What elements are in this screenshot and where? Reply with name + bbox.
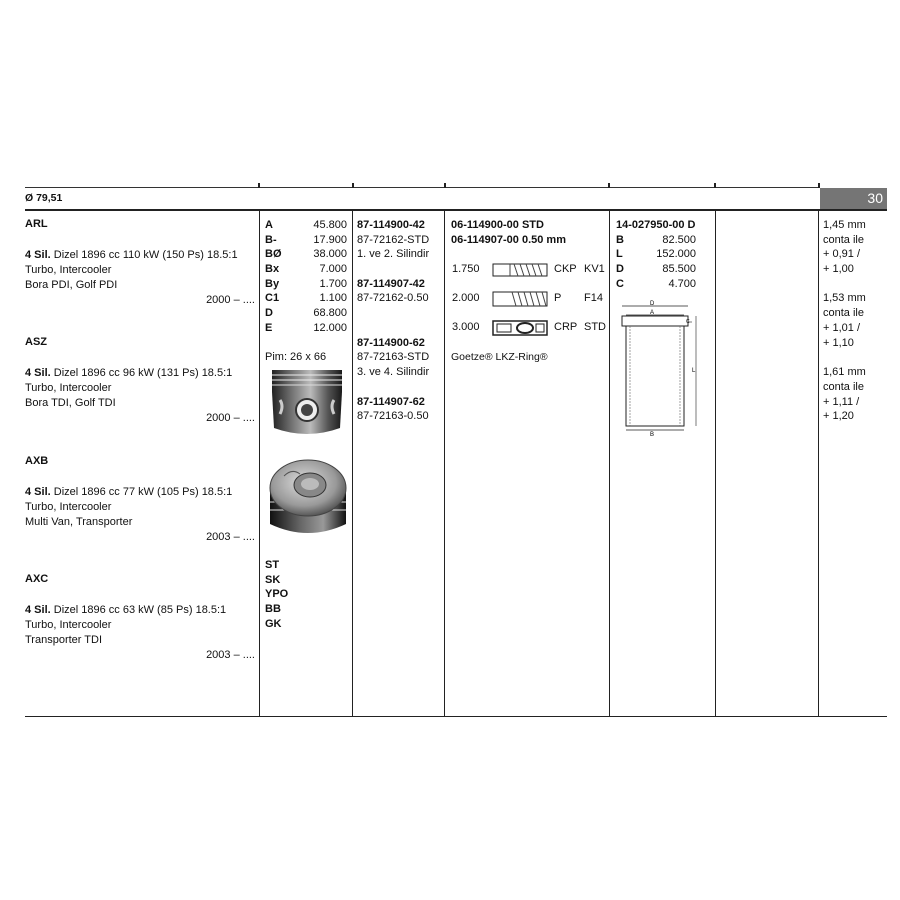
table-bottom-rule <box>25 716 887 717</box>
gasket-thickness: 1,61 mm <box>823 366 866 378</box>
ring-width: 2.000 <box>452 292 480 304</box>
piston-dim-row: B- 17.900 <box>265 234 347 246</box>
engine-code: AXC <box>25 573 49 585</box>
code-st: ST <box>265 559 280 571</box>
ring-row-3 <box>450 319 610 337</box>
liner-diagram-label-b: B <box>650 432 655 438</box>
gasket-thickness: 1,45 mm <box>823 219 866 231</box>
ring-brand: Goetze® LKZ-Ring® <box>451 351 548 363</box>
code-bb: BB <box>265 603 281 615</box>
ring-part-number: 06-114900-00 STD <box>451 219 544 231</box>
engine-vehicles: Bora PDI, Golf PDI <box>25 279 118 291</box>
ring-code: STD <box>584 321 606 333</box>
piston-dim-row: BØ 38.000 <box>265 248 347 260</box>
piston-cylinder-note: 1. ve 2. Silindir <box>357 248 430 260</box>
piston-part-number: 87-114907-62 <box>357 396 425 408</box>
piston-dim-row: Bx 7.000 <box>265 263 347 275</box>
ring-width: 1.750 <box>452 263 480 275</box>
liner-dim-row: L 152.000 <box>616 248 696 260</box>
page-number: 30 <box>867 190 883 206</box>
gasket-range: + 1,11 / <box>823 396 860 408</box>
header-tick <box>444 183 446 188</box>
engine-spec: 4 Sil. Dizel 1896 cc 63 kW (85 Ps) 18.5:1 <box>25 604 227 616</box>
page-number-badge <box>820 188 887 209</box>
ring-profile-icon <box>492 261 548 279</box>
piston-dim-row: D 68.800 <box>265 307 347 319</box>
piston-dim-row: A 45.800 <box>265 219 347 231</box>
ring-code: KV1 <box>584 263 605 275</box>
ring-profile-icon <box>492 319 548 337</box>
gasket-label: conta ile <box>823 234 864 246</box>
engine-year: 2000 – .... <box>206 294 255 306</box>
header-tick <box>352 183 354 188</box>
piston-part-number: 87-114900-62 <box>357 337 425 349</box>
column-divider <box>259 209 260 717</box>
gasket-thickness: 1,53 mm <box>823 292 866 304</box>
header-bottom-rule <box>25 209 887 211</box>
code-gk: GK <box>265 618 282 630</box>
piston-dim-row: E 12.000 <box>265 322 347 334</box>
ring-type: P <box>554 292 562 304</box>
engine-code: ASZ <box>25 336 47 348</box>
engine-feature: Turbo, Intercooler <box>25 619 112 631</box>
gasket-label: conta ile <box>823 307 864 319</box>
piston-sub-number: 87-72163-0.50 <box>357 410 429 422</box>
piston-side-image <box>266 366 348 438</box>
engine-feature: Turbo, Intercooler <box>25 382 112 394</box>
engine-vehicles: Multi Van, Transporter <box>25 516 133 528</box>
column-divider <box>352 209 353 717</box>
piston-dim-row: By 1.700 <box>265 278 347 290</box>
gasket-range: + 1,00 <box>823 263 854 275</box>
ring-type: CKP <box>554 263 577 275</box>
code-sk: SK <box>265 574 281 586</box>
engine-year: 2003 – .... <box>206 531 255 543</box>
header-tick <box>714 183 716 188</box>
engine-vehicles: Bora TDI, Golf TDI <box>25 397 116 409</box>
piston-sub-number: 87-72162-0.50 <box>357 292 429 304</box>
liner-dim-row: D 85.500 <box>616 263 696 275</box>
piston-part-number: 87-114907-42 <box>357 278 425 290</box>
liner-diagram-label-a: A <box>650 310 655 316</box>
piston-cylinder-note: 3. ve 4. Silindir <box>357 366 430 378</box>
column-divider <box>818 209 819 717</box>
engine-entry-asz <box>25 336 255 426</box>
engine-year: 2000 – .... <box>206 412 255 424</box>
ring-type: CRP <box>554 321 578 333</box>
code-ypo: YPO <box>265 588 289 600</box>
ring-profile-icon <box>492 290 548 308</box>
ring-width: 3.000 <box>452 321 480 333</box>
header-tick <box>608 183 610 188</box>
column-divider <box>444 209 445 717</box>
cylinder-liner-diagram <box>612 298 712 440</box>
piston-dim-row: C1 1.100 <box>265 292 347 304</box>
column-divider <box>715 209 716 717</box>
ring-code: F14 <box>584 292 603 304</box>
liner-diagram-label-c: C <box>686 319 690 325</box>
pin-size: Pim: 26 x 66 <box>265 351 327 363</box>
engine-entry-axb <box>25 455 255 545</box>
ring-row-2 <box>450 290 610 308</box>
engine-code: AXB <box>25 455 49 467</box>
liner-diagram-label-l: L <box>692 368 696 374</box>
piston-part-number: 87-114900-42 <box>357 219 425 231</box>
header-tick <box>258 183 260 188</box>
gasket-range: + 0,91 / <box>823 248 861 260</box>
header-top-rule <box>25 187 818 188</box>
diameter-label: Ø 79,51 <box>25 192 63 204</box>
gasket-range: + 1,10 <box>823 337 854 349</box>
piston-sub-number: 87-72162-STD <box>357 234 430 246</box>
engine-vehicles: Transporter TDI <box>25 634 103 646</box>
engine-entry-axc <box>25 573 255 663</box>
engine-code: ARL <box>25 218 48 230</box>
ring-part-number: 06-114907-00 0.50 mm <box>451 234 566 246</box>
liner-part-number: 14-027950-00 D <box>616 219 696 231</box>
piston-sub-number: 87-72163-STD <box>357 351 430 363</box>
gasket-range: + 1,01 / <box>823 322 861 334</box>
column-divider <box>609 209 610 717</box>
engine-spec: 4 Sil. Dizel 1896 cc 110 kW (150 Ps) 18.5:1 <box>25 249 238 261</box>
engine-feature: Turbo, Intercooler <box>25 264 112 276</box>
engine-entry-arl <box>25 218 255 308</box>
piston-top-image <box>266 452 350 542</box>
liner-dim-row: B 82.500 <box>616 234 696 246</box>
engine-year: 2003 – .... <box>206 649 255 661</box>
liner-dim-row: C 4.700 <box>616 278 696 290</box>
ring-row-1 <box>450 261 610 279</box>
gasket-label: conta ile <box>823 381 864 393</box>
liner-diagram-label-d: D <box>650 301 655 307</box>
engine-feature: Turbo, Intercooler <box>25 501 112 513</box>
engine-spec: 4 Sil. Dizel 1896 cc 96 kW (131 Ps) 18.5:1 <box>25 367 233 379</box>
gasket-range: + 1,20 <box>823 410 854 422</box>
engine-spec: 4 Sil. Dizel 1896 cc 77 kW (105 Ps) 18.5:1 <box>25 486 233 498</box>
